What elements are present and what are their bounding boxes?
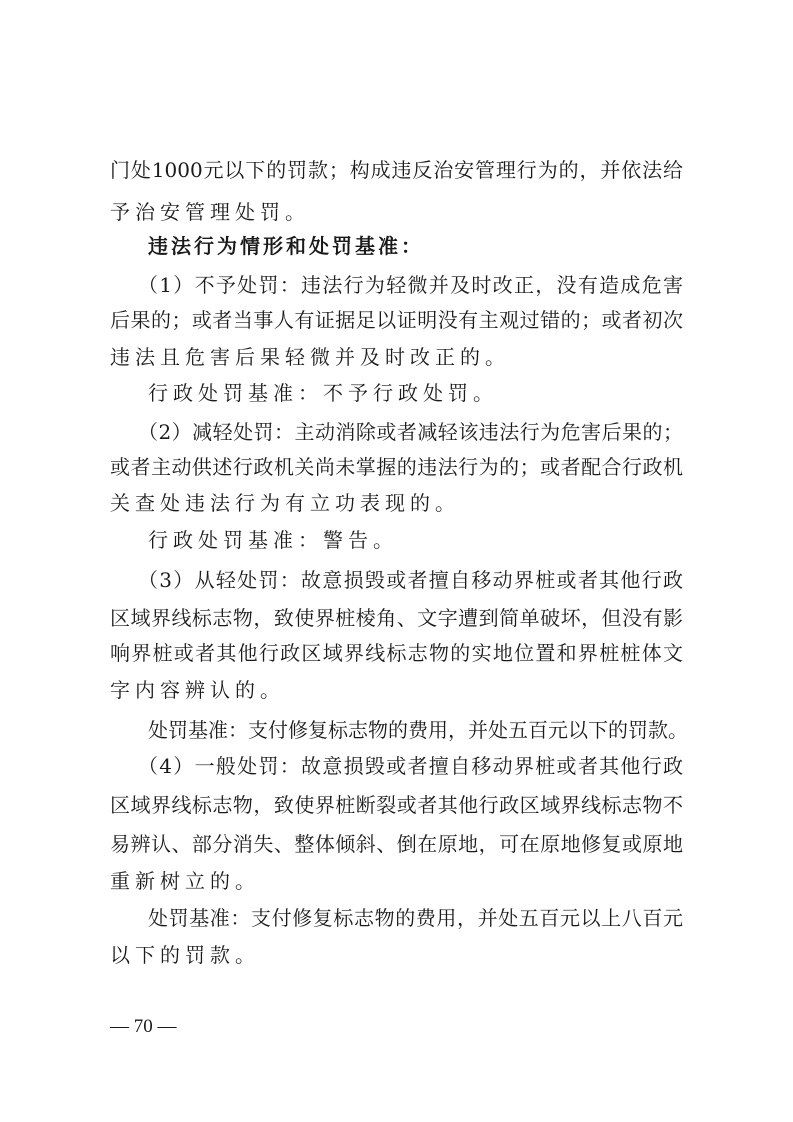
- text-line: 门处1000元以下的罚款；构成违反治安管理行为的，并依法给: [110, 158, 683, 182]
- text-line: 处罚基准：支付修复标志物的费用，并处五百元以下的罚款。: [148, 718, 688, 742]
- page-number: — 70 —: [110, 1016, 177, 1037]
- text-line: 行政处罚基准：不予行政处罚。: [148, 381, 498, 405]
- text-line: 违法且危害后果轻微并及时改正的。: [110, 345, 510, 369]
- text-line: 关查处违法行为有立功表现的。: [110, 491, 460, 515]
- text-line: 字内容辨认的。: [110, 678, 285, 702]
- text-line: 行政处罚基准：警告。: [148, 528, 398, 552]
- text-line: 以下的罚款。: [110, 943, 260, 967]
- text-line: （2）减轻处罚：主动消除或者减轻该违法行为危害后果的；: [138, 420, 683, 444]
- text-line: 予治安管理处罚。: [110, 200, 310, 224]
- text-line: 区域界线标志物，致使界桩断裂或者其他行政区域界线标志物不: [110, 793, 683, 817]
- text-line: 响界桩或者其他行政区域界线标志物的实地位置和界桩桩体文: [110, 641, 683, 665]
- text-line: 处罚基准：支付修复标志物的费用，并处五百元以上八百元: [148, 906, 683, 930]
- text-line: （3）从轻处罚：故意损毁或者擅自移动界桩或者其他行政: [138, 568, 683, 592]
- text-line: （1）不予处罚：违法行为轻微并及时改正，没有造成危害: [138, 273, 683, 297]
- text-line: 或者主动供述行政机关尚未掌握的违法行为的；或者配合行政机: [110, 455, 683, 479]
- text-line: 后果的；或者当事人有证据足以证明没有主观过错的；或者初次: [110, 308, 683, 332]
- section-heading: 违法行为情形和处罚基准：: [148, 234, 424, 258]
- text-line: 易辨认、部分消失、整体倾斜、倒在原地，可在原地修复或原地: [110, 832, 683, 856]
- text-line: 区域界线标志物，致使界桩棱角、文字遭到简单破坏，但没有影: [110, 606, 683, 630]
- text-line: 重新树立的。: [110, 869, 260, 893]
- text-line: （4）一般处罚：故意损毁或者擅自移动界桩或者其他行政: [138, 754, 683, 778]
